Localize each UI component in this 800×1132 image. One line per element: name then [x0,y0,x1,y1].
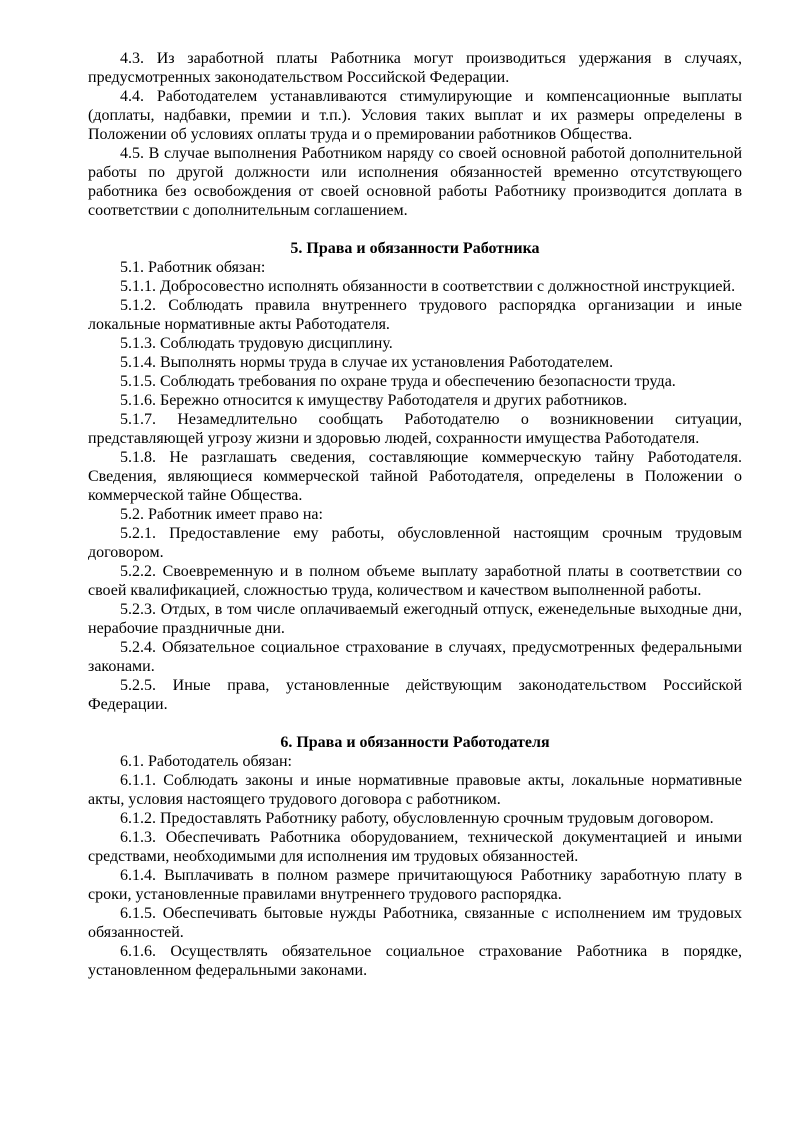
clause-6-1: 6.1. Работодатель обязан: [120,753,292,770]
clause-5-1-4: 5.1.4. Выполнять нормы труда в случае их установления Работодателем. [120,354,614,371]
clause-5-1-3: 5.1.3. Соблюдать трудовую дисциплину. [120,335,393,352]
clause-5-2-2: 5.2.2. Своевременную и в полном объеме выплату заработной платы в соответствии со своей квалификацией, сложностью труда, количеством и качеством выполненной работы. [88,563,742,599]
clause-5-2-4: 5.2.4. Обязательное социальное страхование в случаях, предусмотренных федеральными законами. [88,639,742,675]
section-6-heading: 6. Права и обязанности Работодателя [280,734,550,751]
clause-5-1-8: 5.1.8. Не разглашать сведения, составляющие коммерческую тайну Работодателя. Сведения, являющиеся коммерческой тайной Работодателя, определены в Положении о коммерческой тайне Общества. [88,449,742,504]
clause-5-1-5: 5.1.5. Соблюдать требования по охране труда и обеспечению безопасности труда. [120,373,676,390]
clause-5-1-6: 5.1.6. Бережно относится к имуществу Работодателя и других работников. [120,392,628,409]
clause-5-2-1: 5.2.1. Предоставление ему работы, обусловленной настоящим срочным трудовым договором. [88,525,742,561]
clause-6-1-5: 6.1.5. Обеспечивать бытовые нужды Работника, связанные с исполнением им трудовых обязанностей. [88,905,742,941]
clause-5-1-2: 5.1.2. Соблюдать правила внутреннего трудового распорядка организации и иные локальные нормативные акты Работодателя. [88,297,742,333]
clause-6-1-1: 6.1.1. Соблюдать законы и иные нормативные правовые акты, локальные нормативные акты, условия настоящего трудового договора с работником. [88,772,742,808]
document-page [88,49,742,980]
clause-5-2-5: 5.2.5. Иные права, установленные действующим законодательством Российской Федерации. [88,677,742,713]
clause-5-1-1: 5.1.1. Добросовестно исполнять обязанности в соответствии с должностной инструкцией. [120,278,736,295]
clause-5-2-3: 5.2.3. Отдых, в том числе оплачиваемый ежегодный отпуск, еженедельные выходные дни, нерабочие праздничные дни. [88,601,742,637]
clause-4-5: 4.5. В случае выполнения Работником наряду со своей основной работой дополнительной работы по другой должности или исполнения обязанностей временно отсутствующего работника без освобождения от своей основной работы Работнику производится доплата в соответствии с дополнительным соглашением. [88,145,742,219]
clause-4-4: 4.4. Работодателем устанавливаются стимулирующие и компенсационные выплаты (доплаты, надбавки, премии и т.п.). Условия таких выплат и их размеры определены в Положении об условиях оплаты труда и о премировании работников Общества. [88,88,742,143]
clause-5-1-7: 5.1.7. Незамедлительно сообщать Работодателю о возникновении ситуации, представляющей угрозу жизни и здоровью людей, сохранности имущества Работодателя. [88,411,742,447]
clause-6-1-4: 6.1.4. Выплачивать в полном размере причитающуюся Работнику заработную плату в сроки, установленные правилами внутреннего трудового распорядка. [88,867,742,903]
clause-5-2: 5.2. Работник имеет право на: [120,506,323,523]
section-5-heading: 5. Права и обязанности Работника [290,240,540,257]
clause-5-1: 5.1. Работник обязан: [120,259,266,276]
clause-6-1-3: 6.1.3. Обеспечивать Работника оборудованием, технической документацией и иными средствами, необходимыми для исполнения им трудовых обязанностей. [88,829,742,865]
clause-4-3: 4.3. Из заработной платы Работника могут производиться удержания в случаях, предусмотренных законодательством Российской Федерации. [88,50,742,86]
clause-6-1-2: 6.1.2. Предоставлять Работнику работу, обусловленную срочным трудовым договором. [120,810,714,827]
clause-6-1-6: 6.1.6. Осуществлять обязательное социальное страхование Работника в порядке, установленном федеральными законами. [88,943,742,979]
